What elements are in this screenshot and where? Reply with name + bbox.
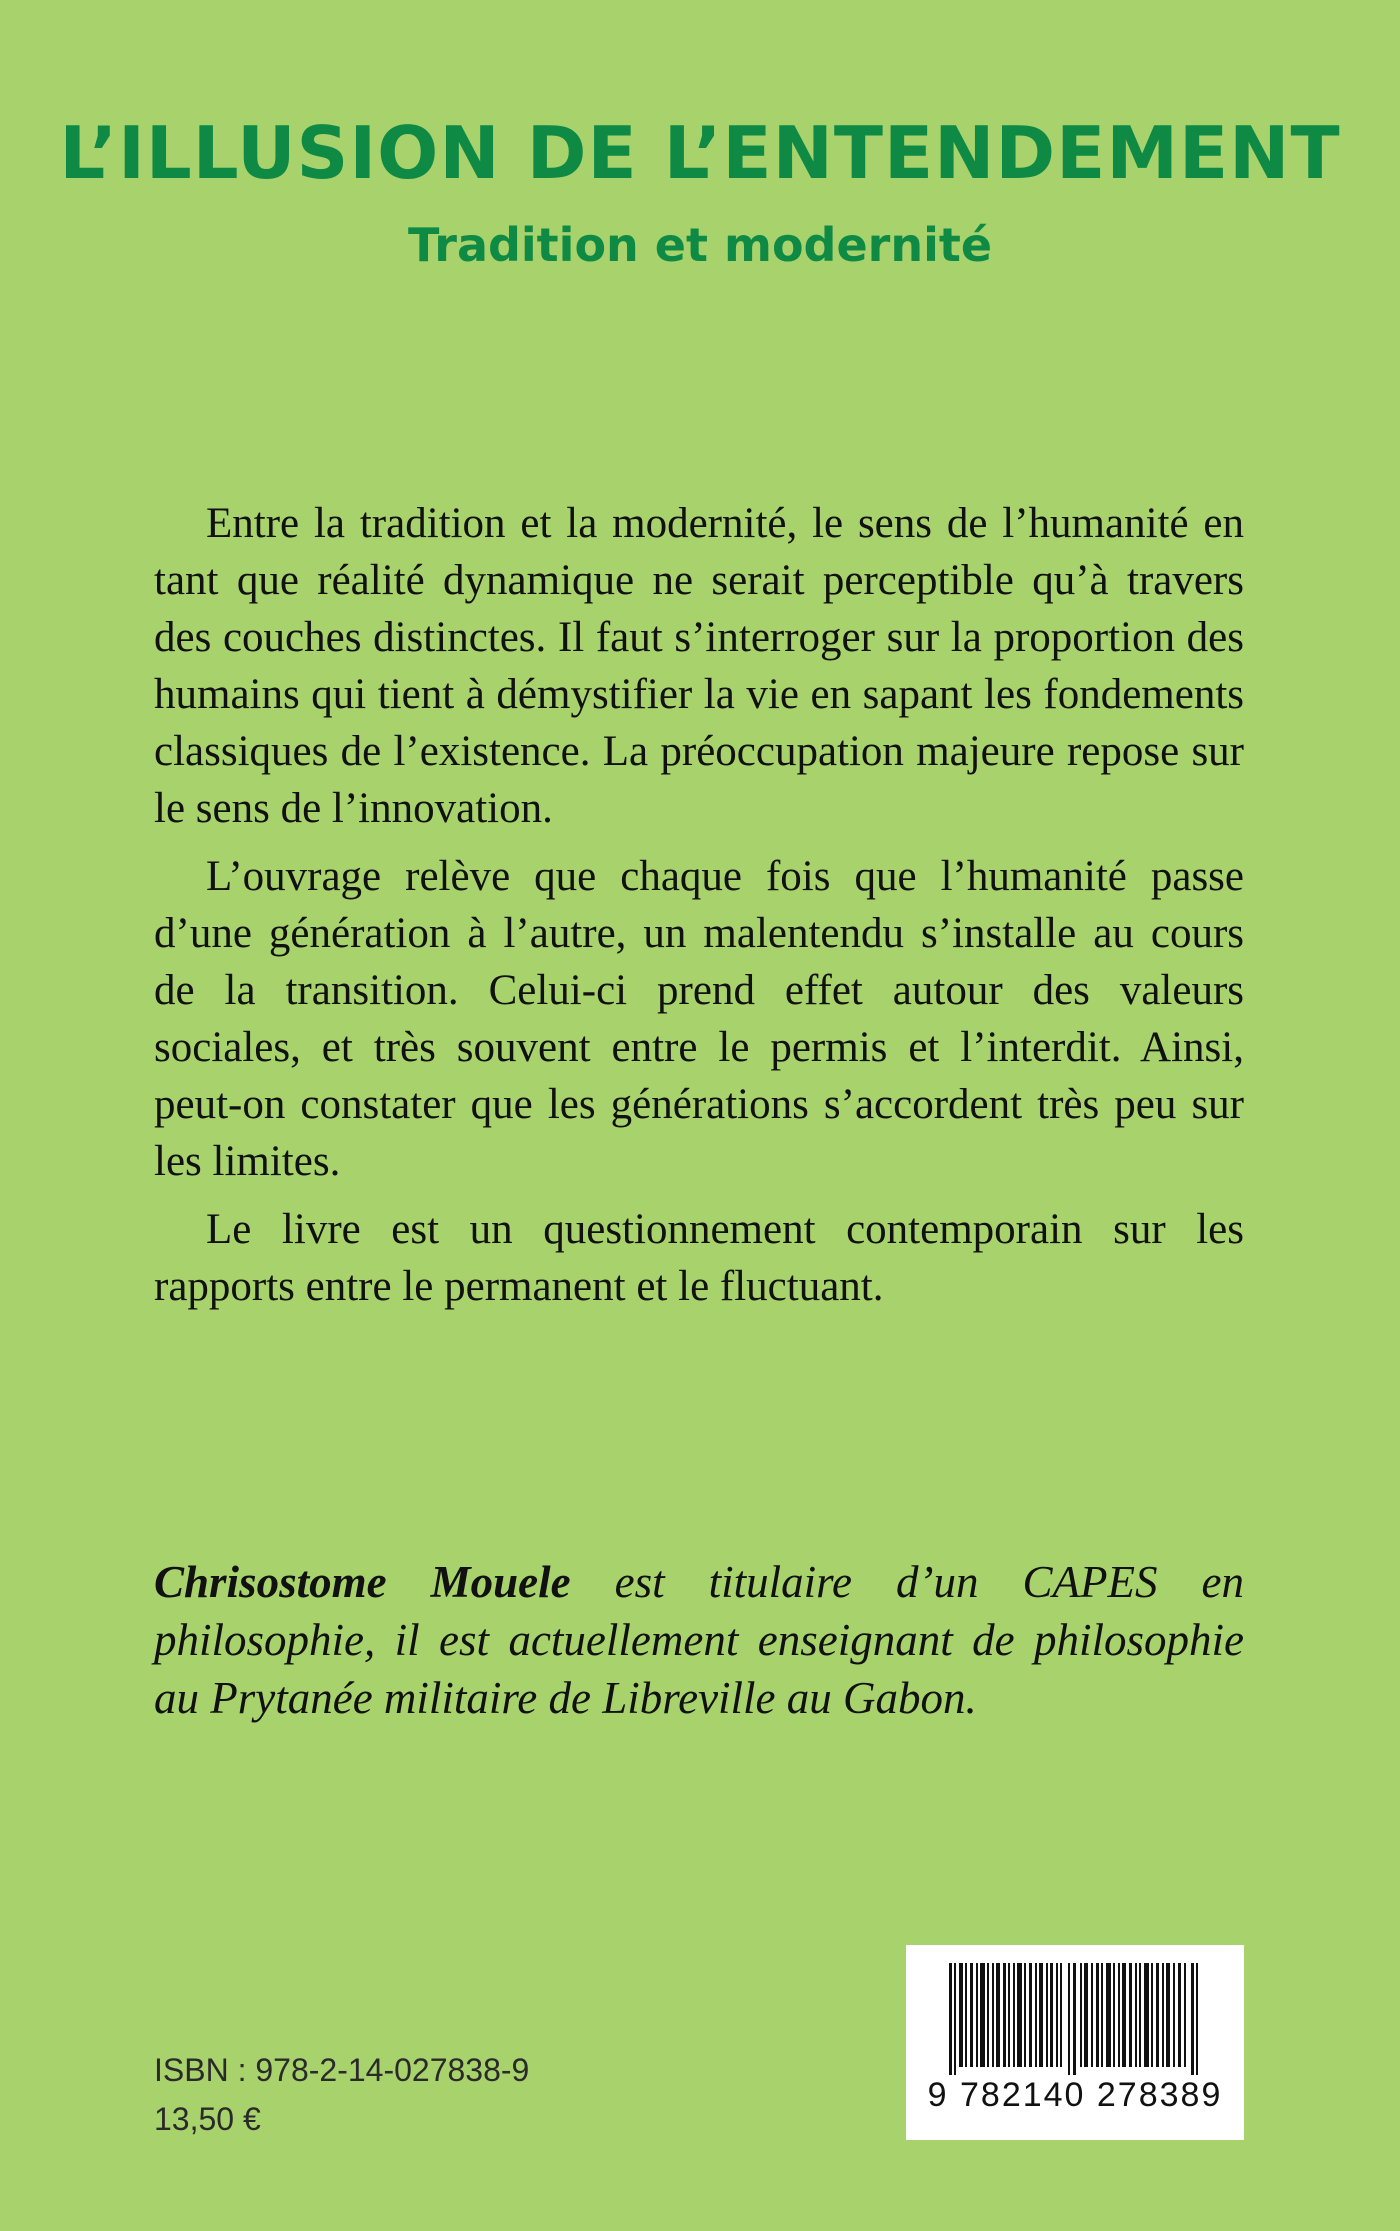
barcode-number: 9 782140 278389: [927, 2076, 1223, 2114]
barcode: [906, 1945, 1244, 2140]
summary-paragraph-3: Le livre est un questionnement contemporain sur les rapports entre le permanent et le fluctuant.: [154, 1206, 1244, 1310]
barcode-bars-icon: [949, 1963, 1201, 2075]
summary-paragraph-2: L’ouvrage relève que chaque fois que l’humanité passe d’une génération à l’autre, un malentendu s’installe au cours de la transition. Celui-ci prend effet autour des valeurs sociales, et très souvent entre le permis et l’interdit. Ainsi, peut-on constater que les générations s’accordent très peu sur les limites.: [154, 853, 1244, 1185]
summary-text: [154, 495, 1244, 1326]
author-name: Chrisostome Mouele: [154, 1557, 571, 1607]
isbn-text: ISBN : 978-2-14-027838-9: [154, 2052, 530, 2088]
book-title: L’ILLUSION DE L’ENTENDEMENT: [59, 111, 1341, 195]
summary-paragraph-1: Entre la tradition et la modernité, le sens de l’humanité en tant que réalité dynamique ne serait perceptible qu’à travers des couches distinctes. Il faut s’interroger sur la proportion des humains qui tient à démystifier la vie en sapant les fondements classiques de l’existence. La préoccupation majeure repose sur le sens de l’innovation.: [154, 500, 1244, 832]
price-text: 13,50 €: [154, 2101, 261, 2137]
author-bio: [154, 1553, 1244, 1727]
author-bio-text: est titulaire d’un CAPES en philosophie, il est actuellement enseignant de philosophie au Prytanée militaire de Libreville au Gabon.: [154, 1557, 1244, 1723]
book-subtitle: Tradition et modernité: [407, 218, 993, 272]
